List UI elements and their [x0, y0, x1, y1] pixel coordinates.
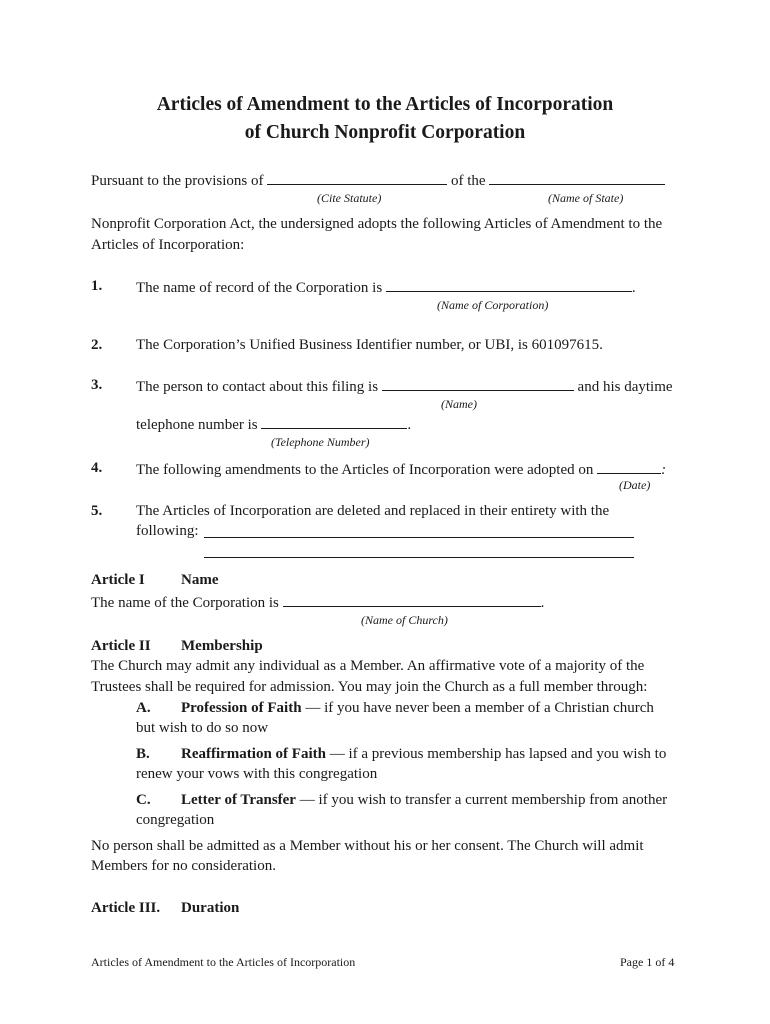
option-a-title: Profession of Faith: [181, 700, 302, 716]
option-c-continuation: congregation: [136, 812, 215, 828]
option-a-text: — if you have never been a member of a Christian church: [301, 700, 654, 716]
article-2-title: Membership: [181, 638, 263, 654]
phone-line: [136, 413, 411, 435]
item-4-text: The following amendments to the Articles of Incorporation were adopted on: [136, 462, 594, 478]
adoption-date-field[interactable]: [597, 458, 661, 474]
item-5-following: following:: [136, 523, 199, 539]
article-2-note-line-2: Members for no consideration.: [91, 858, 276, 874]
article-1-title: Name: [181, 572, 219, 588]
item-3-text-after: and his daytime: [577, 379, 673, 395]
contact-name-caption: (Name): [441, 397, 477, 411]
item-4-number: 4.: [91, 460, 103, 476]
document-title-line-2: of Church Nonprofit Corporation: [244, 122, 526, 143]
item-1-line: [136, 276, 636, 298]
article-2-paragraph-line-2: Trustees shall be required for admission. You may join the Church as a full member through:: [91, 679, 648, 695]
cite-statute-field[interactable]: [267, 169, 447, 185]
replacement-text-field-1[interactable]: [204, 537, 634, 538]
footer-page-number: Page 1 of 4: [620, 955, 675, 969]
item-1-period: .: [631, 280, 636, 296]
option-c-line: [181, 790, 667, 810]
article-1-text: The name of the Corporation is: [91, 595, 279, 611]
option-a-continuation: but wish to do so now: [136, 720, 269, 736]
item-1-number: 1.: [91, 278, 103, 294]
phone-text: telephone number is: [136, 417, 258, 433]
state-name-field[interactable]: [489, 169, 665, 185]
item-5-number: 5.: [91, 503, 103, 519]
article-2-paragraph-line-1: The Church may admit any individual as a Member. An affirmative vote of a majority of the: [91, 658, 645, 674]
item-1-text: The name of record of the Corporation is: [136, 280, 383, 296]
state-name-caption: (Name of State): [548, 191, 624, 205]
article-3-heading: Article III.: [91, 900, 161, 916]
phone-period: .: [407, 417, 412, 433]
option-b-line: [181, 744, 666, 764]
pursuant-text: Pursuant to the provisions of: [91, 173, 264, 189]
article-1-heading: Article I: [91, 572, 145, 588]
church-name-field[interactable]: [283, 591, 541, 607]
corporation-name-field[interactable]: [386, 276, 632, 292]
footer-document-title: Articles of Amendment to the Articles of Incorporation: [91, 955, 356, 969]
document-title-line-1: Articles of Amendment to the Articles of Incorporation: [156, 94, 614, 115]
option-b-title: Reaffirmation of Faith: [181, 746, 326, 762]
act-line-1: Nonprofit Corporation Act, the undersigned adopts the following Articles of Amendment to the: [91, 216, 663, 232]
item-4-line: [136, 458, 666, 480]
option-a-letter: A.: [136, 700, 151, 716]
option-c-text: — if you wish to transfer a current membership from another: [295, 792, 668, 808]
preamble-line: [91, 169, 665, 191]
item-2-number: 2.: [91, 337, 103, 353]
telephone-field[interactable]: [261, 413, 407, 429]
telephone-caption: (Telephone Number): [271, 435, 370, 449]
adoption-date-caption: (Date): [619, 478, 651, 492]
item-5-line-2: [136, 521, 199, 541]
article-2-heading: Article II: [91, 638, 151, 654]
option-b-letter: B.: [136, 746, 150, 762]
option-b-continuation: renew your vows with this congregation: [136, 766, 378, 782]
corporation-name-caption: (Name of Corporation): [437, 298, 549, 312]
item-2-text: The Corporation’s Unified Business Identifier number, or UBI, is 601097615.: [136, 337, 603, 353]
article-1-line: [91, 591, 544, 613]
item-3-line: [136, 375, 673, 397]
option-b-text: — if a previous membership has lapsed and you wish to: [325, 746, 667, 762]
contact-name-field[interactable]: [382, 375, 574, 391]
article-1-period: .: [540, 595, 545, 611]
option-c-title: Letter of Transfer: [181, 792, 296, 808]
article-3-title: Duration: [181, 900, 240, 916]
option-c-letter: C.: [136, 792, 151, 808]
replacement-text-field-2[interactable]: [204, 557, 634, 558]
of-the-text: of the: [451, 173, 486, 189]
church-name-caption: (Name of Church): [361, 613, 448, 627]
cite-statute-caption: (Cite Statute): [317, 191, 382, 205]
act-line-2: Articles of Incorporation:: [91, 237, 245, 253]
option-a-line: [181, 698, 654, 718]
article-2-note-line-1: No person shall be admitted as a Member without his or her consent. The Church will admit: [91, 838, 644, 854]
item-4-colon: :: [661, 462, 667, 478]
item-3-number: 3.: [91, 377, 103, 393]
item-3-text: The person to contact about this filing is: [136, 379, 379, 395]
item-5-line-1: The Articles of Incorporation are deleted and replaced in their entirety with the: [136, 503, 610, 519]
